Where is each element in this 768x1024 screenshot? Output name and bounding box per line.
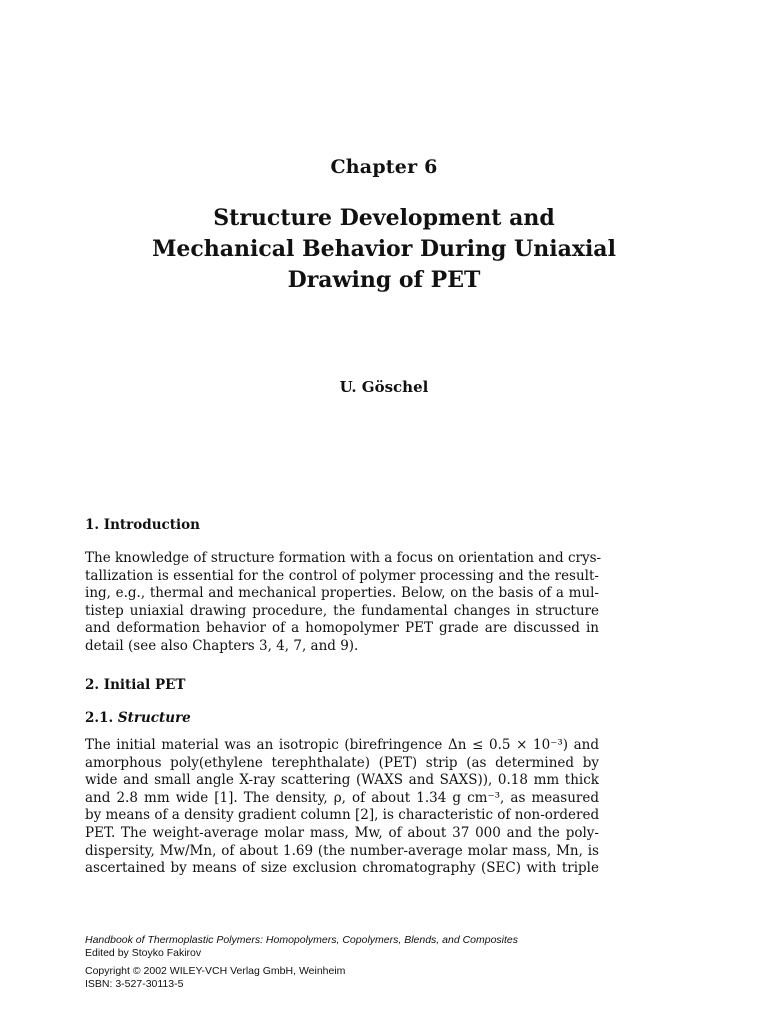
chapter-title-line: Structure Development and (213, 205, 555, 231)
structure-paragraph (85, 737, 599, 878)
publication-footer (85, 934, 685, 991)
paragraph-line: dispersity, Mw/Mn, of about 1.69 (the number-average molar mass, Mn, is (85, 842, 599, 859)
paragraph-line: wide and small angle X-ray scattering (WAXS and SAXS)), 0.18 mm thick (85, 772, 599, 789)
chapter-label: Chapter 6 (330, 156, 438, 178)
subsection-heading-structure (85, 710, 191, 726)
section-heading-initial-pet: 2. Initial PET (85, 677, 186, 693)
section-heading-introduction: 1. Introduction (85, 517, 200, 533)
paragraph-line: and 2.8 mm wide [1]. The density, ρ, of about 1.34 g cm⁻³, as measured (85, 789, 599, 806)
subsection-title: Structure (117, 710, 191, 726)
copyright-line: Copyright © 2002 WILEY-VCH Verlag GmbH, Weinheim (85, 964, 346, 977)
editor-line: Edited by Stoyko Fakirov (85, 947, 202, 960)
subsection-number: 2.1. (85, 710, 114, 726)
paragraph-line: and deformation behavior of a homopolymer PET grade are discussed in (85, 620, 599, 637)
chapter-title-line: Mechanical Behavior During Uniaxial (152, 236, 616, 262)
chapter-title-line: Drawing of PET (287, 267, 481, 293)
paragraph-line: ing, e.g., thermal and mechanical properties. Below, on the basis of a mul- (85, 585, 599, 602)
paragraph-line: detail (see also Chapters 3, 4, 7, and 9). (85, 637, 359, 654)
book-title: Handbook of Thermoplastic Polymers: Homopolymers, Copolymers, Blends, and Composites (85, 934, 519, 946)
paragraph-line: amorphous poly(ethylene terephthalate) (PET) strip (as determined by (85, 754, 599, 771)
isbn-line: ISBN: 3-527-30113-5 (85, 977, 184, 990)
introduction-paragraph (85, 550, 602, 656)
paragraph-line: The knowledge of structure formation with a focus on orientation and crys- (85, 550, 602, 566)
paragraph-line: by means of a density gradient column [2], is characteristic of non-ordered (85, 807, 600, 824)
paragraph-line: ascertained by means of size exclusion chromatography (SEC) with triple (85, 860, 599, 877)
chapter-title (60, 203, 708, 296)
paragraph-line: PET. The weight-average molar mass, Mw, of about 37 000 and the poly- (85, 824, 599, 841)
author-name: U. Göschel (339, 378, 429, 396)
paragraph-line: tistep uniaxial drawing procedure, the fundamental changes in structure (85, 602, 599, 619)
paragraph-line: tallization is essential for the control of polymer processing and the result- (85, 567, 599, 584)
paragraph-line: The initial material was an isotropic (birefringence Δn ≤ 0.5 × 10⁻³) and (85, 737, 599, 753)
